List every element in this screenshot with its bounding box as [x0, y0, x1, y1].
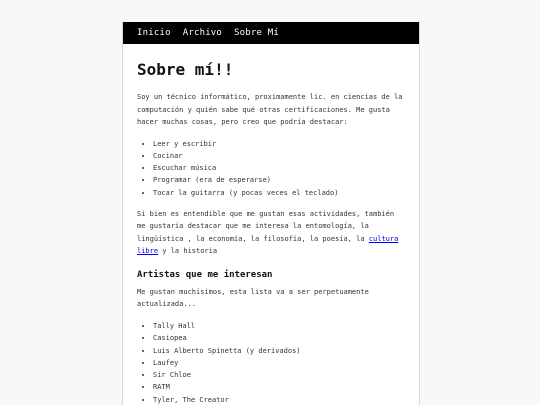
list-item: • Laufey [153, 357, 405, 369]
nav-link-sobre-mi[interactable]: Sobre Mí [234, 28, 280, 38]
page-container [122, 22, 420, 405]
artists-heading: Artistas que me interesan [137, 269, 273, 280]
list-item: • Tyler, The Creator [153, 394, 405, 405]
list-item: • Sir Chloe [153, 369, 405, 381]
interests-paragraph [137, 208, 405, 258]
list-item: • Luis Alberto Spinetta (y derivados) [153, 345, 405, 357]
list-item: • Tocar la guitarra (y pocas veces el teclado) [153, 187, 405, 199]
list-item: • Cocinar [153, 150, 405, 162]
interests-text: Si bien es entendible que me gustan esas actividades, también me gustaría destacar que me interesa la entomología, la lingüística , la economía, la filosofía, la poesía, la [137, 209, 395, 243]
list-item: • Leer y escribir [153, 138, 405, 150]
nav-link-inicio[interactable]: Inicio [137, 28, 171, 38]
artists-intro: Me gustan muchísimos, esta lista va a ser perpetuamente actualizada... [137, 287, 369, 309]
main-content [123, 60, 419, 405]
intro-paragraph: Soy un técnico informático, proximamente lic. en ciencias de la computación y quién sabe qué otras certificaciones. Me gusta hacer muchas cosas, pero creo que podría destacar: [137, 93, 403, 126]
nav-link-archivo[interactable]: Archivo [182, 28, 223, 38]
page-title: Sobre mí!! [137, 60, 234, 79]
list-item: • Escuchar música [153, 162, 405, 174]
list-item: • Programar (era de esperarse) [153, 174, 405, 186]
list-item: • RATM [153, 381, 405, 393]
list-item: • Tally Hall [153, 320, 405, 332]
artists-list [137, 320, 405, 405]
cultura-libre-link[interactable]: cultura libre [137, 234, 399, 256]
interests-text-end: y la historia [158, 247, 218, 256]
hobbies-list [137, 138, 405, 199]
top-nav [123, 22, 419, 44]
list-item: • Casiopea [153, 332, 405, 344]
